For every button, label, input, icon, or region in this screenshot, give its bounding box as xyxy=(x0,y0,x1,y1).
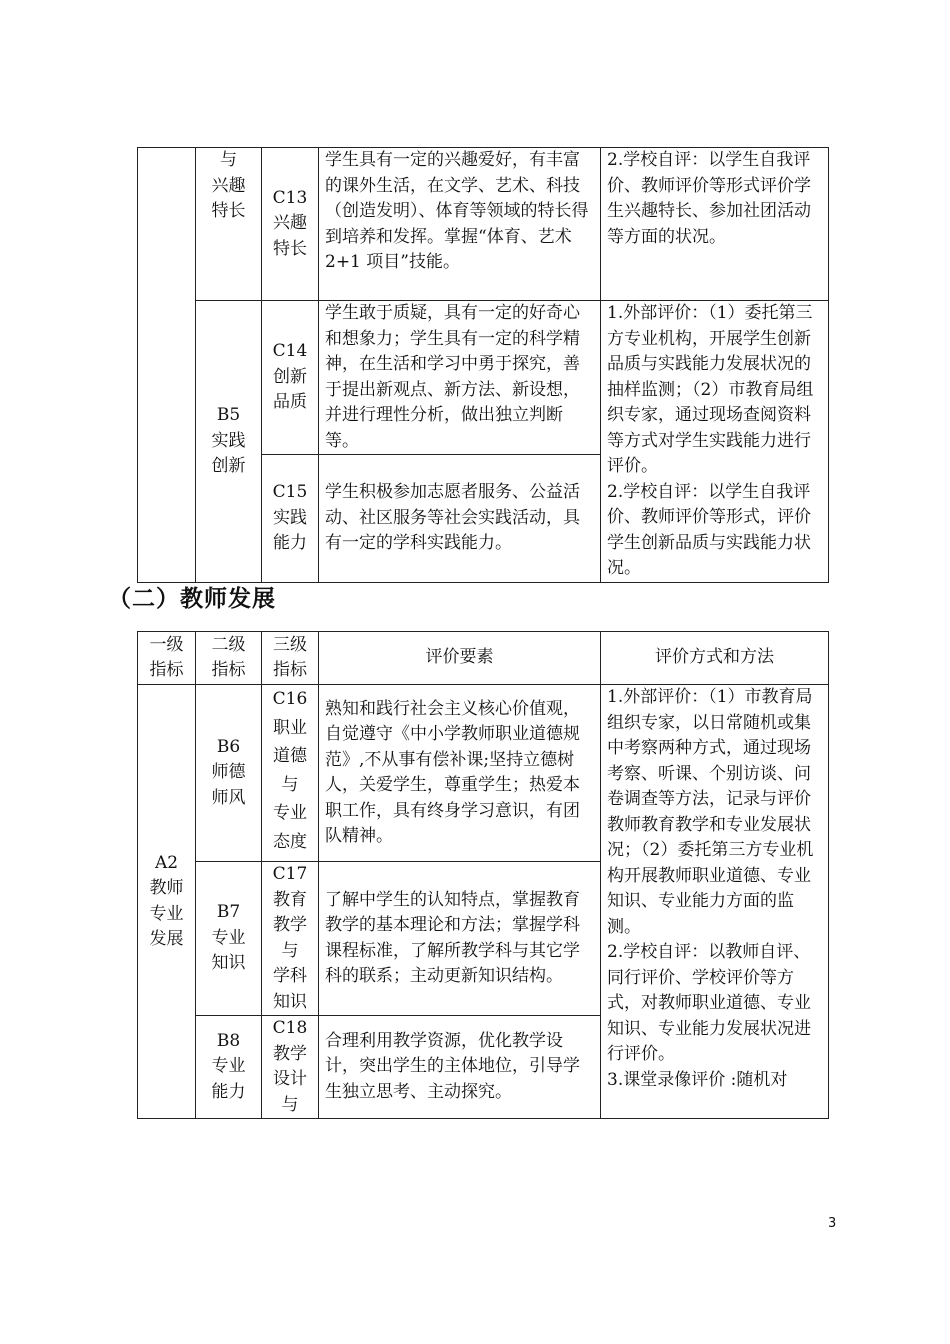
page-number: 3 xyxy=(828,1216,837,1231)
level3-cell: C17 教育 教学 与 学科 知识 xyxy=(262,862,319,1016)
level1-cell: A2 教师 专业 发展 xyxy=(138,685,196,1119)
section-heading: （二）教师发展 xyxy=(108,586,276,612)
methods-cell: 2.学校自评：以学生自我评价、教师评价等形式评价学生兴趣特长、参加社团活动等方面的状况。 xyxy=(601,148,829,301)
level3-cell: C14 创新 品质 xyxy=(262,301,319,455)
header-level3: 三级 指标 xyxy=(262,632,319,685)
level2-cell: B7 专业 知识 xyxy=(196,862,262,1016)
teacher-development-table xyxy=(137,631,829,1119)
elements-cell: 熟知和践行社会主义核心价值观，自觉遵守《中小学教师职业道德规范》,不从事有偿补课;坚持立德树人，关爱学生，尊重学生；热爱本职工作，具有终身学习意识，有团队精神。 xyxy=(319,685,601,862)
methods-cell: 1.外部评价：（1）市教育局组织专家，以日常随机或集中考察两种方式，通过现场考察、听课、个别访谈、问卷调查等方法，记录与评价教师教育教学和专业发展状况；（2）委托第三方专业机构开展教师职业道德、专业知识、专业能力方面的监测。 2.学校自评：以教师自评、同行评价、学校评价等方式，对教师职业道德、专业知识、专业能力发展状况进行评价。 3.课堂录像评价 :随机对 xyxy=(601,685,829,1119)
level1-cell-empty xyxy=(138,148,196,583)
student-development-table xyxy=(137,147,829,583)
level2-cell: B8 专业 能力 xyxy=(196,1016,262,1119)
level2-cell: B5 实践 创新 xyxy=(196,301,262,583)
level3-cell: C13 兴趣 特长 xyxy=(262,148,319,301)
level3-cell: C15 实践 能力 xyxy=(262,455,319,582)
level2-cell: B6 师德 师风 xyxy=(196,685,262,862)
elements-cell: 学生积极参加志愿者服务、公益活动、社区服务等社会实践活动，具有一定的学科实践能力。 xyxy=(319,455,601,582)
elements-cell: 学生敢于质疑，具有一定的好奇心和想象力；学生具有一定的科学精神，在生活和学习中勇于探究，善于提出新观点、新方法、新设想，并进行理性分析，做出独立判断等。 xyxy=(319,301,601,455)
header-level1: 一级 指标 xyxy=(138,632,196,685)
elements-cell: 学生具有一定的兴趣爱好，有丰富的课外生活，在文学、艺术、科技（创造发明）、体育等领域的特长得到培养和发挥。掌握“体育、艺术 2+1 项目”技能。 xyxy=(319,148,601,301)
header-elements: 评价要素 xyxy=(319,632,601,685)
level3-cell: C16 职业 道德 与 专业 态度 xyxy=(262,685,319,862)
elements-cell: 了解中学生的认知特点，掌握教育教学的基本理论和方法；掌握学科课程标准，了解所教学科与其它学科的联系；主动更新知识结构。 xyxy=(319,862,601,1016)
header-level2: 二级 指标 xyxy=(196,632,262,685)
header-methods: 评价方式和方法 xyxy=(601,632,829,685)
level2-cell: 与 兴趣 特长 xyxy=(196,148,262,301)
methods-cell: 1.外部评价：（1）委托第三方专业机构，开展学生创新品质与实践能力发展状况的抽样监测；（2）市教育局组织专家，通过现场查阅资料等方式对学生实践能力进行评价。 2.学校自评：以学生自我评价、教师评价等形式，评价学生创新品质与实践能力状况。 xyxy=(601,301,829,583)
elements-cell: 合理利用教学资源，优化教学设计，突出学生的主体地位，引导学生独立思考、主动探究。 xyxy=(319,1016,601,1119)
level3-cell: C18 教学 设计 与 xyxy=(262,1016,319,1119)
